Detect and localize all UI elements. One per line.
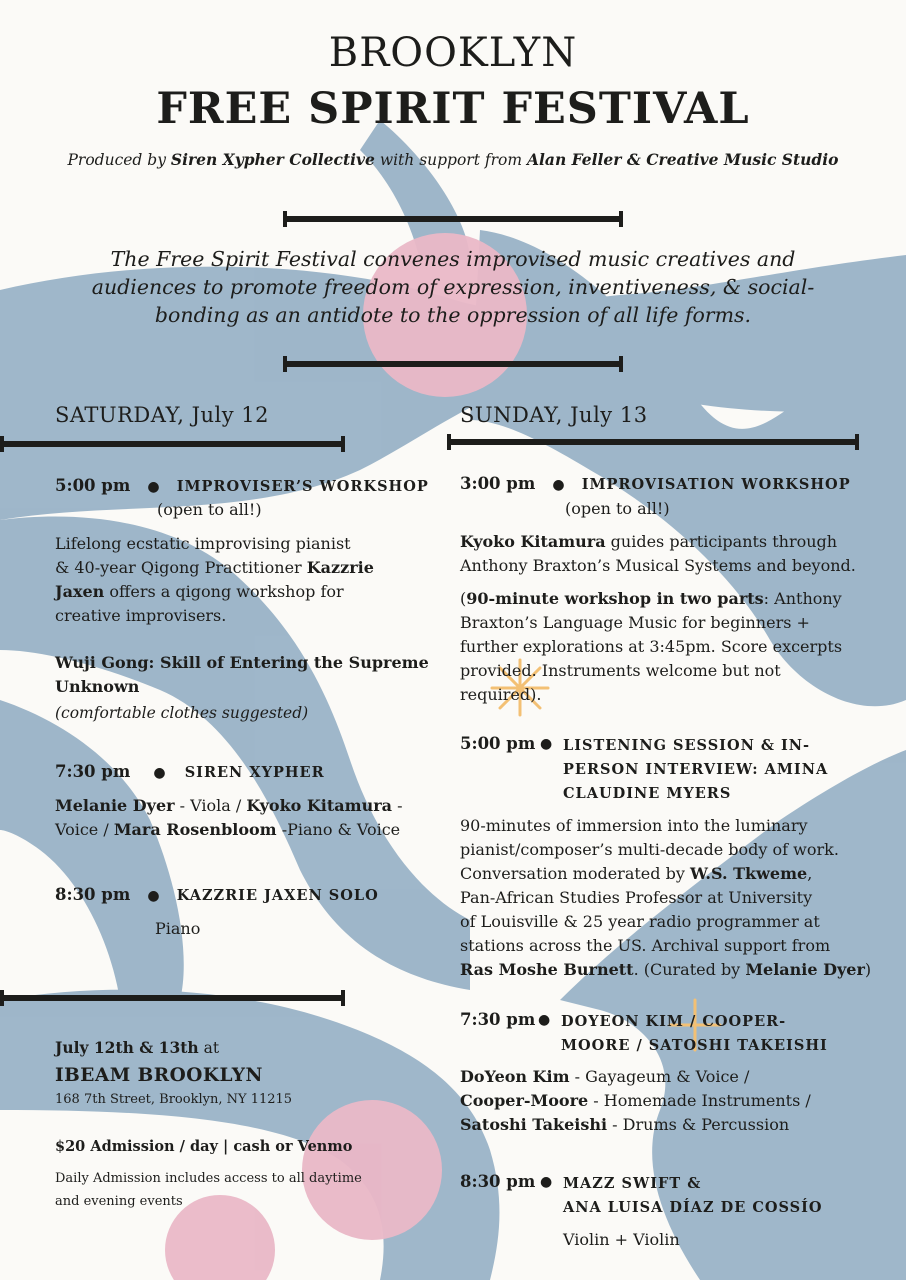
venue-address: 168 7th Street, Brooklyn, NY 11215	[55, 1092, 293, 1107]
mission-statement	[40, 245, 866, 329]
admission-price: $20 Admission / day | cash or Venmo	[55, 1138, 353, 1155]
event-time: 8:30 pm	[55, 885, 131, 904]
sun-event-3-lineup	[460, 1065, 900, 1137]
bullet-icon: ●	[538, 1012, 551, 1028]
lineup-line	[460, 1113, 900, 1137]
desc-line: of Louisville & 25 year radio programmer at	[460, 912, 820, 931]
desc-line	[460, 862, 900, 886]
event-title	[563, 734, 863, 806]
moderator-name: W.S. Tkweme	[689, 864, 808, 883]
event-title-line: PERSON INTERVIEW: AMINA	[563, 761, 829, 778]
admission-note	[55, 1167, 415, 1213]
producer-name: Siren Xypher Collective	[170, 150, 375, 169]
event-time: 5:00 pm	[460, 734, 536, 753]
event-title-line: MAZZ SWIFT &	[563, 1175, 702, 1192]
saturday-heading	[55, 403, 269, 427]
desc-line: Pan-African Studies Professor at University	[460, 888, 813, 907]
event-time: 5:00 pm	[55, 476, 131, 495]
event-title: IMPROVISATION WORKSHOP	[581, 476, 851, 493]
performer-name: Kyoko Kitamura	[246, 796, 392, 815]
event-title-line: ANA LUISA DÍAZ DE COSSÍO	[563, 1199, 823, 1216]
performer-name: Jaxen	[55, 582, 105, 601]
sunday-date: , July 13	[555, 403, 648, 427]
bullet-icon: ●	[540, 736, 553, 752]
performer-role: - Drums & Percussion	[607, 1115, 790, 1134]
bullet-icon: ●	[147, 479, 160, 495]
desc-line	[55, 556, 395, 580]
performer-role: - Homemade Instruments /	[588, 1091, 811, 1110]
sunday-heading	[460, 403, 648, 427]
sat-event-3-instrument: Piano	[155, 919, 201, 938]
produced-mid: with support from	[374, 151, 527, 169]
sat-event-1-desc	[55, 532, 395, 628]
festival-dates	[55, 1038, 219, 1057]
curator-name: Melanie Dyer	[745, 960, 865, 979]
bullet-icon: ●	[552, 477, 565, 493]
desc-line: 90-minutes of immersion into the luminary	[460, 816, 808, 835]
performer-role: -	[392, 796, 403, 815]
desc-text: )	[864, 960, 872, 979]
bullet-icon: ●	[540, 1174, 553, 1190]
sat-note: (comfortable clothes suggested)	[55, 704, 309, 722]
detail-line	[460, 587, 890, 611]
detail-bold: 90-minute workshop in two parts	[466, 589, 764, 608]
sat-event-1-header	[55, 476, 429, 495]
venue-name: IBEAM BROOKLYN	[55, 1065, 263, 1086]
bullet-icon: ●	[153, 765, 166, 781]
dates: July 12th & 13th	[55, 1038, 199, 1057]
event-time: 7:30 pm	[55, 762, 131, 781]
event-subtitle: (open to all!)	[157, 500, 262, 519]
event-time: 7:30 pm	[460, 1010, 536, 1029]
lineup-line	[55, 818, 415, 842]
event-title-line: CLAUDINE MYERS	[563, 785, 732, 802]
mission-line-2: audiences to promote freedom of expression, inventiveness, & social-	[91, 275, 815, 299]
desc-text: offers a qigong workshop for	[104, 582, 344, 601]
mission-line-3: bonding as an antidote to the oppression of all life forms.	[154, 303, 752, 327]
title-line-1: BROOKLYN	[328, 30, 578, 76]
desc-line: Anthony Braxton’s Musical Systems and beyond.	[460, 556, 856, 575]
desc-text: & 40-year Qigong Practitioner	[55, 558, 307, 577]
desc-line: pianist/composer’s multi-decade body of work.	[460, 840, 839, 859]
performer-name: DoYeon Kim	[460, 1067, 570, 1086]
sun-event-1-header	[460, 474, 851, 493]
desc-line: stations across the US. Archival support from	[460, 936, 831, 955]
sat-event-2-header	[55, 762, 325, 781]
performer-role: - Viola /	[174, 796, 247, 815]
saturday-rule	[0, 441, 345, 447]
produced-by	[0, 150, 906, 169]
sat-event-2-lineup	[55, 794, 415, 842]
sun-event-1-desc	[460, 530, 890, 578]
event-title: KAZZRIE JAXEN SOLO	[176, 887, 379, 904]
desc-line	[460, 958, 900, 982]
lineup-line	[460, 1089, 900, 1113]
event-title	[563, 1172, 883, 1220]
mission-line-1: The Free Spirit Festival convenes improvised music creatives and	[110, 247, 796, 271]
title-line-2: FREE SPIRIT FESTIVAL	[156, 84, 750, 134]
saturday-date: , July 12	[177, 403, 270, 427]
divider-mission	[283, 361, 623, 367]
performer-name: Melanie Dyer	[55, 796, 175, 815]
bullet-icon: ●	[147, 888, 160, 904]
event-title: IMPROVISER’S WORKSHOP	[176, 478, 429, 495]
desc-line	[55, 580, 395, 604]
desc-line	[460, 530, 890, 554]
lineup-line	[55, 794, 415, 818]
event-title-line: LISTENING SESSION & IN-	[563, 737, 811, 754]
performer-role: Voice /	[55, 820, 114, 839]
desc-line: Lifelong ecstatic improvising pianist	[55, 534, 351, 553]
performer-name: Kyoko Kitamura	[460, 532, 606, 551]
supporters: Alan Feller & Creative Music Studio	[526, 150, 839, 169]
detail-text: : Anthony	[763, 589, 842, 608]
admission-note-line: and evening events	[55, 1194, 183, 1209]
session-line: Unknown	[55, 677, 140, 696]
event-title-line: MOORE / SATOSHI TAKEISHI	[561, 1037, 828, 1054]
sun-event-1-detail	[460, 587, 890, 707]
saturday-day: SATURDAY	[55, 403, 178, 427]
event-subtitle: (open to all!)	[565, 499, 670, 518]
desc-text: ,	[807, 864, 813, 883]
archivist-name: Ras Moshe Burnett	[460, 960, 634, 979]
event-time: 8:30 pm	[460, 1172, 536, 1191]
divider-top	[283, 216, 623, 222]
detail-line: provided. Instruments welcome but not	[460, 661, 781, 680]
performer-name: Mara Rosenbloom	[113, 820, 277, 839]
detail-text: (	[460, 589, 467, 608]
event-title	[561, 1010, 881, 1058]
event-title: SIREN XYPHER	[184, 764, 325, 781]
desc-text: Conversation moderated by	[460, 864, 690, 883]
performer-role: - Gayageum & Voice /	[569, 1067, 750, 1086]
sun-event-4-instrument: Violin + Violin	[563, 1230, 680, 1249]
detail-line: Braxton’s Language Music for beginners +	[460, 613, 810, 632]
sunday-day: SUNDAY	[460, 403, 556, 427]
event-title-line: DOYEON KIM / COOPER-	[561, 1013, 787, 1030]
lineup-line	[460, 1065, 900, 1089]
performer-name: Cooper-Moore	[460, 1091, 589, 1110]
desc-text: . (Curated by	[633, 960, 746, 979]
sat-event-3-header	[55, 885, 379, 904]
session-line: Wuji Gong: Skill of Entering the Supreme	[55, 653, 429, 672]
performer-role: -Piano & Voice	[276, 820, 401, 839]
performer-name: Satoshi Takeishi	[460, 1115, 608, 1134]
detail-line: required).	[460, 685, 542, 704]
performer-name: Kazzrie	[306, 558, 374, 577]
sunday-rule	[447, 439, 859, 445]
dates-at: at	[198, 1039, 220, 1057]
sat-session-title	[55, 651, 429, 699]
info-rule	[0, 995, 345, 1001]
desc-text: guides participants through	[605, 532, 838, 551]
admission-note-line: Daily Admission includes access to all daytime	[55, 1171, 362, 1186]
event-time: 3:00 pm	[460, 474, 536, 493]
desc-line: creative improvisers.	[55, 606, 227, 625]
sun-event-2-desc	[460, 814, 900, 982]
produced-prefix: Produced by	[67, 151, 171, 169]
detail-line: further explorations at 3:45pm. Score excerpts	[460, 637, 843, 656]
